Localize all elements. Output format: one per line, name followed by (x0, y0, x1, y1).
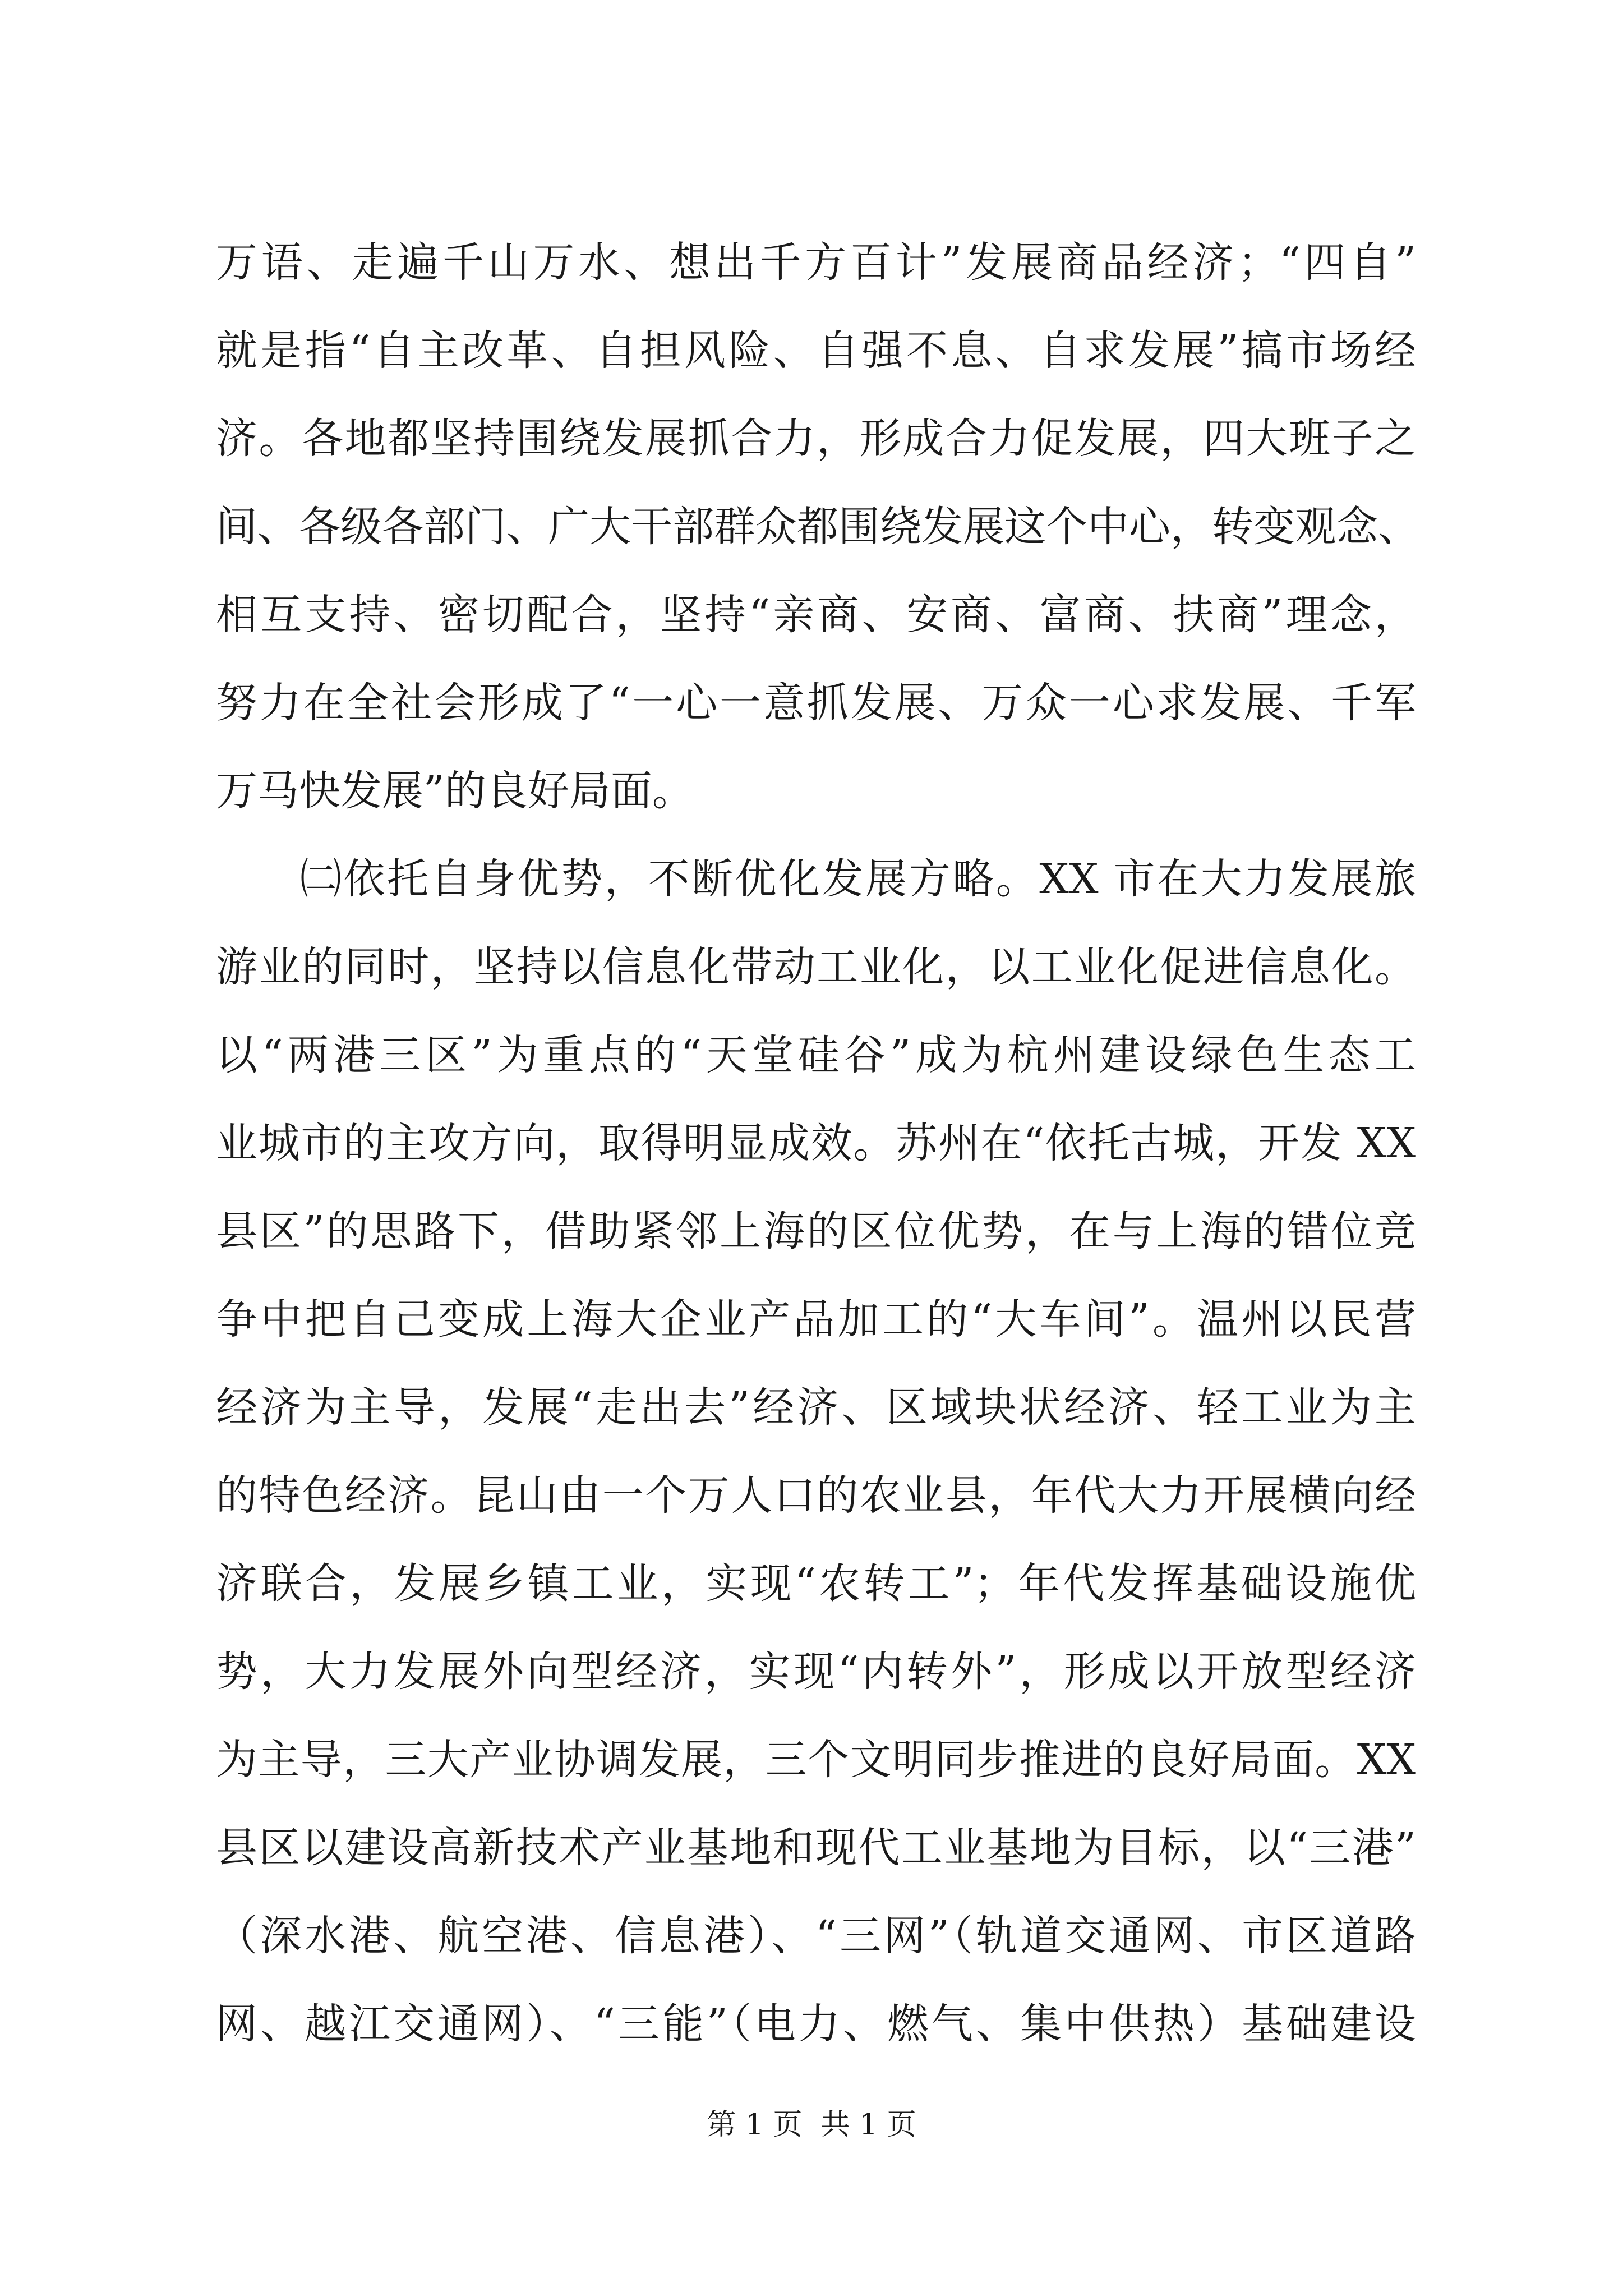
text-line-15: 的特色经济。昆山由一个万人口的农业县，年代大力开展横向经 (216, 1471, 1416, 1520)
text-line-4: 间、各级各部门、广大干部群众都围绕发展这个中心，转变观念、 (216, 503, 1419, 551)
text-line-7: 万马快发展”的良好局面。 (216, 767, 694, 815)
text-line-13: 争中把自己变成上海大企业产品加工的“大车间”。温州以民营 (216, 1295, 1416, 1343)
text-line-18: 为主导，三大产业协调发展，三个文明同步推进的良好局面。XX (216, 1736, 1416, 1784)
text-line-20: （深水港、航空港、信息港）、“三网”（轨道交通网、市区道路 (216, 1912, 1416, 1960)
page-number-footer: 第 1 页 共 1 页 (707, 2108, 916, 2142)
text-line-16: 济联合，发展乡镇工业，实现“农转工”；年代发挥基础设施优 (216, 1559, 1416, 1608)
text-line-6: 努力在全社会形成了“一心一意抓发展、万众一心求发展、千军 (216, 679, 1416, 727)
text-line-8: ㈡依托自身优势，不断优化发展方略。XX 市在大力发展旅 (300, 855, 1416, 903)
text-line-12: 县区”的思路下，借助紧邻上海的区位优势，在与上海的错位竞 (216, 1207, 1416, 1255)
text-line-14: 经济为主导，发展“走出去”经济、区域块状经济、轻工业为主 (216, 1383, 1416, 1432)
text-line-2: 就是指“自主改革、自担风险、自强不息、自求发展”搞市场经 (216, 326, 1416, 375)
text-line-3: 济。各地都坚持围绕发展抓合力，形成合力促发展，四大班子之 (216, 415, 1416, 463)
text-line-19: 县区以建设高新技术产业基地和现代工业基地为目标，以“三港” (216, 1824, 1416, 1872)
text-line-17: 势，大力发展外向型经济，实现“内转外”，形成以开放型经济 (216, 1648, 1416, 1696)
text-line-10: 以“两港三区”为重点的“天堂硅谷”成为杭州建设绿色生态工 (216, 1031, 1416, 1079)
text-line-21: 网、越江交通网）、“三能”（电力、燃气、集中供热）基础建设 (216, 2000, 1416, 2048)
text-line-11: 业城市的主攻方向，取得明显成效。苏州在“依托古城，开发 XX (216, 1119, 1416, 1167)
text-line-5: 相互支持、密切配合，坚持“亲商、安商、富商、扶商”理念， (216, 591, 1416, 639)
text-line-9: 游业的同时，坚持以信息化带动工业化，以工业化促进信息化。 (216, 943, 1416, 991)
document-body (216, 219, 1419, 2068)
text-line-1: 万语、走遍千山万水、想出千方百计”发展商品经济；“四自” (216, 238, 1416, 287)
